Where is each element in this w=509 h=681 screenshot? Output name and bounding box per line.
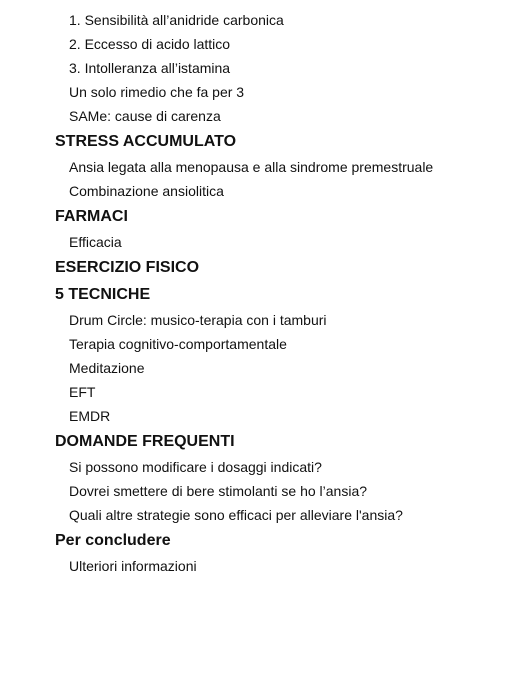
toc-item-emdr[interactable]: EMDR xyxy=(69,408,111,424)
toc-item-sensibilita-anidride-carbonica[interactable]: 1. Sensibilità all’anidride carbonica xyxy=(69,12,284,28)
toc-item-altre-strategie[interactable]: Quali altre strategie sono efficaci per alleviare l'ansia? xyxy=(69,507,403,523)
toc-heading-5-tecniche[interactable]: 5 TECNICHE xyxy=(55,286,151,303)
toc-heading-domande-frequenti[interactable]: DOMANDE FREQUENTI xyxy=(55,433,235,450)
toc-item-meditazione[interactable]: Meditazione xyxy=(69,360,145,376)
toc-item-intolleranza-istamina[interactable]: 3. Intolleranza all’istamina xyxy=(69,60,231,76)
toc-item-smettere-stimolanti[interactable]: Dovrei smettere di bere stimolanti se ho l’ansia? xyxy=(69,483,368,499)
toc-item-efficacia[interactable]: Efficacia xyxy=(69,234,122,250)
toc-heading-esercizio-fisico[interactable]: ESERCIZIO FISICO xyxy=(55,259,200,276)
toc-item-eccesso-acido-lattico[interactable]: 2. Eccesso di acido lattico xyxy=(69,36,231,52)
toc-heading-stress-accumulato[interactable]: STRESS ACCUMULATO xyxy=(55,133,237,150)
toc-item-eft[interactable]: EFT xyxy=(69,384,96,400)
toc-item-ulteriori-informazioni[interactable]: Ulteriori informazioni xyxy=(69,558,197,574)
toc-item-combinazione-ansiolitica[interactable]: Combinazione ansiolitica xyxy=(69,183,224,199)
toc-item-modificare-dosaggi[interactable]: Si possono modificare i dosaggi indicati? xyxy=(69,459,322,475)
toc-heading-farmaci[interactable]: FARMACI xyxy=(55,208,128,225)
toc-item-ansia-menopausa[interactable]: Ansia legata alla menopausa e alla sindrome premestruale xyxy=(69,159,434,175)
toc-item-terapia-cognitivo[interactable]: Terapia cognitivo-comportamentale xyxy=(69,336,287,352)
toc-item-same-cause-carenza[interactable]: SAMe: cause di carenza xyxy=(69,108,221,124)
toc-item-drum-circle[interactable]: Drum Circle: musico-terapia con i tamburi xyxy=(69,312,327,328)
toc-heading-per-concludere[interactable]: Per concludere xyxy=(55,532,171,549)
toc-item-un-solo-rimedio[interactable]: Un solo rimedio che fa per 3 xyxy=(69,84,245,100)
